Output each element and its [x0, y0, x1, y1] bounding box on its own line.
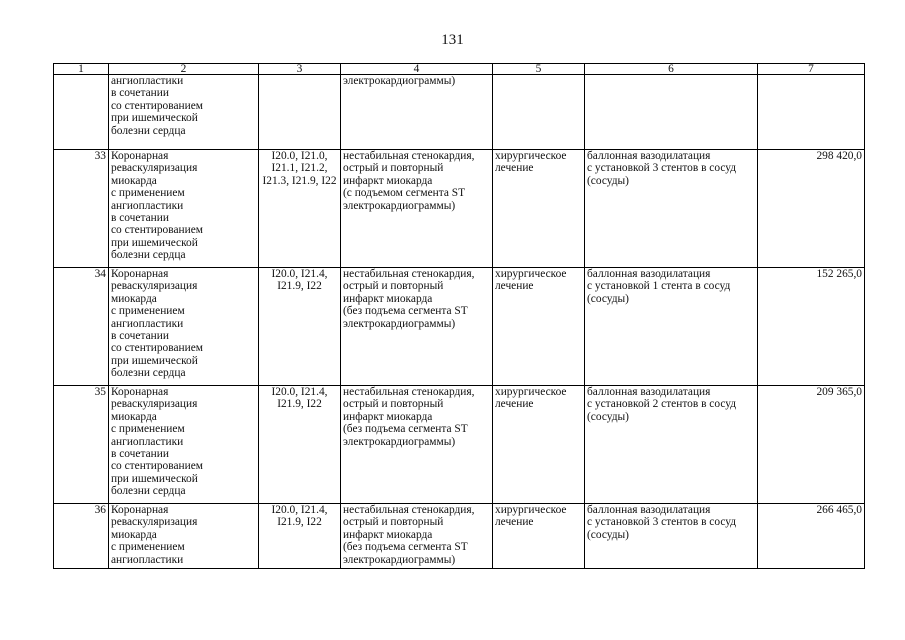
- diagnosis-line: (без подъема сегмента ST: [343, 305, 468, 318]
- treatment-method-cell: [585, 504, 758, 569]
- icd-codes-cell: [259, 386, 341, 504]
- diagnosis-line: нестабильная стенокардия,: [343, 504, 475, 516]
- treatment-type-line: лечение: [495, 280, 534, 293]
- service-name-line: Коронарная: [111, 268, 169, 280]
- treatment-method-line: баллонная вазодилатация: [587, 504, 711, 516]
- column-number: 7: [758, 64, 865, 75]
- diagnosis-cell: [341, 504, 493, 569]
- column-number: 6: [585, 64, 758, 75]
- diagnosis-cell: [341, 268, 493, 386]
- tariff-table: [53, 63, 865, 569]
- service-name-line: при ишемической: [111, 236, 198, 249]
- icd-codes-line: I21.9, I22: [277, 398, 322, 411]
- treatment-method-cell: [585, 268, 758, 386]
- service-name-cell: [109, 386, 259, 504]
- treatment-method-line: (сосуды): [587, 292, 629, 305]
- column-number: 1: [54, 64, 109, 75]
- service-name-line: с применением: [111, 541, 185, 554]
- diagnosis-line: (с подъемом сегмента ST: [343, 187, 466, 200]
- treatment-method-line: с установкой 3 стентов в сосуд: [587, 162, 737, 175]
- service-name-line: со стентированием: [111, 224, 203, 237]
- treatment-method-line: (сосуды): [587, 174, 629, 187]
- diagnosis-line: инфаркт миокарда: [343, 174, 433, 187]
- row-number-cell: [54, 75, 109, 150]
- icd-codes-line: I21.9, I22: [277, 280, 322, 293]
- diagnosis-line: электрокардиограммы): [343, 199, 456, 212]
- treatment-method-cell: [585, 150, 758, 268]
- treatment-method-cell: [585, 386, 758, 504]
- service-name-line: Коронарная: [111, 150, 169, 162]
- service-name-line: со стентированием: [111, 99, 203, 112]
- page-number: 131: [441, 32, 464, 48]
- treatment-method-cell: [585, 75, 758, 150]
- service-name-line: в сочетании: [111, 448, 169, 461]
- diagnosis-line: инфаркт миокарда: [343, 292, 433, 305]
- service-name-line: болезни сердца: [111, 485, 186, 498]
- diagnosis-line: инфаркт миокарда: [343, 410, 433, 423]
- service-name-line: Коронарная: [111, 386, 169, 398]
- column-number: 4: [341, 64, 493, 75]
- service-name-line: болезни сердца: [111, 124, 186, 137]
- column-number: 3: [259, 64, 341, 75]
- treatment-type-cell: [493, 150, 585, 268]
- service-name-line: с применением: [111, 423, 185, 436]
- service-name-line: ангиопластики: [111, 75, 184, 87]
- service-name-line: с применением: [111, 187, 185, 200]
- treatment-method-line: баллонная вазодилатация: [587, 386, 711, 398]
- service-name-line: при ишемической: [111, 354, 198, 367]
- table-row: [54, 150, 865, 268]
- service-name-line: болезни сердца: [111, 367, 186, 380]
- service-name-line: миокарда: [111, 410, 157, 423]
- service-name-line: болезни сердца: [111, 249, 186, 262]
- service-name-line: реваскуляризация: [111, 516, 198, 529]
- icd-codes-line: I20.0, I21.4,: [271, 504, 328, 516]
- diagnosis-line: электрокардиограммы): [343, 317, 456, 330]
- treatment-method-line: (сосуды): [587, 410, 629, 423]
- table-row: [54, 386, 865, 504]
- diagnosis-line: (без подъема сегмента ST: [343, 423, 468, 436]
- treatment-method-line: с установкой 3 стентов в сосуд: [587, 516, 737, 529]
- treatment-type-cell: [493, 504, 585, 569]
- column-number: 5: [493, 64, 585, 75]
- treatment-method-line: баллонная вазодилатация: [587, 150, 711, 162]
- icd-codes-cell: [259, 150, 341, 268]
- price-cell: 266 465,0: [758, 504, 865, 569]
- diagnosis-line: острый и повторный: [343, 398, 444, 411]
- diagnosis-line: электрокардиограммы): [343, 435, 456, 448]
- row-number-cell: 34: [54, 268, 109, 386]
- icd-codes-line: I20.0, I21.4,: [271, 386, 328, 398]
- diagnosis-line: инфаркт миокарда: [343, 528, 433, 541]
- diagnosis-line: нестабильная стенокардия,: [343, 268, 475, 280]
- row-number-cell: 33: [54, 150, 109, 268]
- table-body: [54, 75, 865, 569]
- treatment-method-line: с установкой 2 стентов в сосуд: [587, 398, 737, 411]
- icd-codes-line: I21.9, I22: [277, 516, 322, 529]
- service-name-line: при ишемической: [111, 112, 198, 125]
- icd-codes-cell: [259, 268, 341, 386]
- treatment-type-cell: [493, 268, 585, 386]
- service-name-line: в сочетании: [111, 212, 169, 225]
- service-name-cell: [109, 75, 259, 150]
- price-cell: [758, 75, 865, 150]
- service-name-cell: [109, 268, 259, 386]
- treatment-type-line: хирургическое: [495, 268, 567, 280]
- diagnosis-cell: [341, 150, 493, 268]
- service-name-line: со стентированием: [111, 342, 203, 355]
- price-cell: 152 265,0: [758, 268, 865, 386]
- diagnosis-line: (без подъема сегмента ST: [343, 541, 468, 554]
- diagnosis-cell: [341, 75, 493, 150]
- icd-codes-cell: [259, 75, 341, 150]
- icd-codes-line: I21.1, I21.2,: [271, 162, 328, 175]
- service-name-line: ангиопластики: [111, 199, 184, 212]
- service-name-line: реваскуляризация: [111, 398, 198, 411]
- diagnosis-line: острый и повторный: [343, 516, 444, 529]
- treatment-type-cell: [493, 386, 585, 504]
- service-name-line: миокарда: [111, 174, 157, 187]
- diagnosis-line: острый и повторный: [343, 162, 444, 175]
- service-name-line: в сочетании: [111, 87, 169, 100]
- treatment-method-line: с установкой 1 стента в сосуд: [587, 280, 731, 293]
- service-name-line: с применением: [111, 305, 185, 318]
- table-row: [54, 75, 865, 150]
- service-name-line: миокарда: [111, 292, 157, 305]
- treatment-method-line: баллонная вазодилатация: [587, 268, 711, 280]
- row-number-cell: 35: [54, 386, 109, 504]
- service-name-line: Коронарная: [111, 504, 169, 516]
- diagnosis-cell: [341, 386, 493, 504]
- treatment-type-line: хирургическое: [495, 150, 567, 162]
- treatment-type-line: хирургическое: [495, 386, 567, 398]
- icd-codes-line: I21.3, I21.9, I22: [262, 174, 337, 187]
- service-name-line: в сочетании: [111, 330, 169, 343]
- row-number-cell: 36: [54, 504, 109, 569]
- icd-codes-line: I20.0, I21.0,: [271, 150, 328, 162]
- treatment-type-cell: [493, 75, 585, 150]
- column-number-row: [54, 64, 865, 75]
- service-name-line: реваскуляризация: [111, 162, 198, 175]
- treatment-type-line: лечение: [495, 162, 534, 175]
- service-name-line: реваскуляризация: [111, 280, 198, 293]
- diagnosis-line: острый и повторный: [343, 280, 444, 293]
- table-row: [54, 268, 865, 386]
- diagnosis-line: нестабильная стенокардия,: [343, 386, 475, 398]
- diagnosis-line: нестабильная стенокардия,: [343, 150, 475, 162]
- service-name-line: ангиопластики: [111, 435, 184, 448]
- price-cell: 298 420,0: [758, 150, 865, 268]
- service-name-line: со стентированием: [111, 460, 203, 473]
- diagnosis-line: электрокардиограммы): [343, 553, 456, 566]
- column-number: 2: [109, 64, 259, 75]
- diagnosis-line: электрокардиограммы): [343, 75, 456, 87]
- treatment-type-line: лечение: [495, 398, 534, 411]
- service-name-line: миокарда: [111, 528, 157, 541]
- treatment-type-line: лечение: [495, 516, 534, 529]
- table-row: [54, 504, 865, 569]
- treatment-method-line: (сосуды): [587, 528, 629, 541]
- service-name-line: ангиопластики: [111, 317, 184, 330]
- price-cell: 209 365,0: [758, 386, 865, 504]
- treatment-type-line: хирургическое: [495, 504, 567, 516]
- service-name-line: ангиопластики: [111, 553, 184, 566]
- icd-codes-cell: [259, 504, 341, 569]
- service-name-line: при ишемической: [111, 472, 198, 485]
- icd-codes-line: I20.0, I21.4,: [271, 268, 328, 280]
- service-name-cell: [109, 504, 259, 569]
- service-name-cell: [109, 150, 259, 268]
